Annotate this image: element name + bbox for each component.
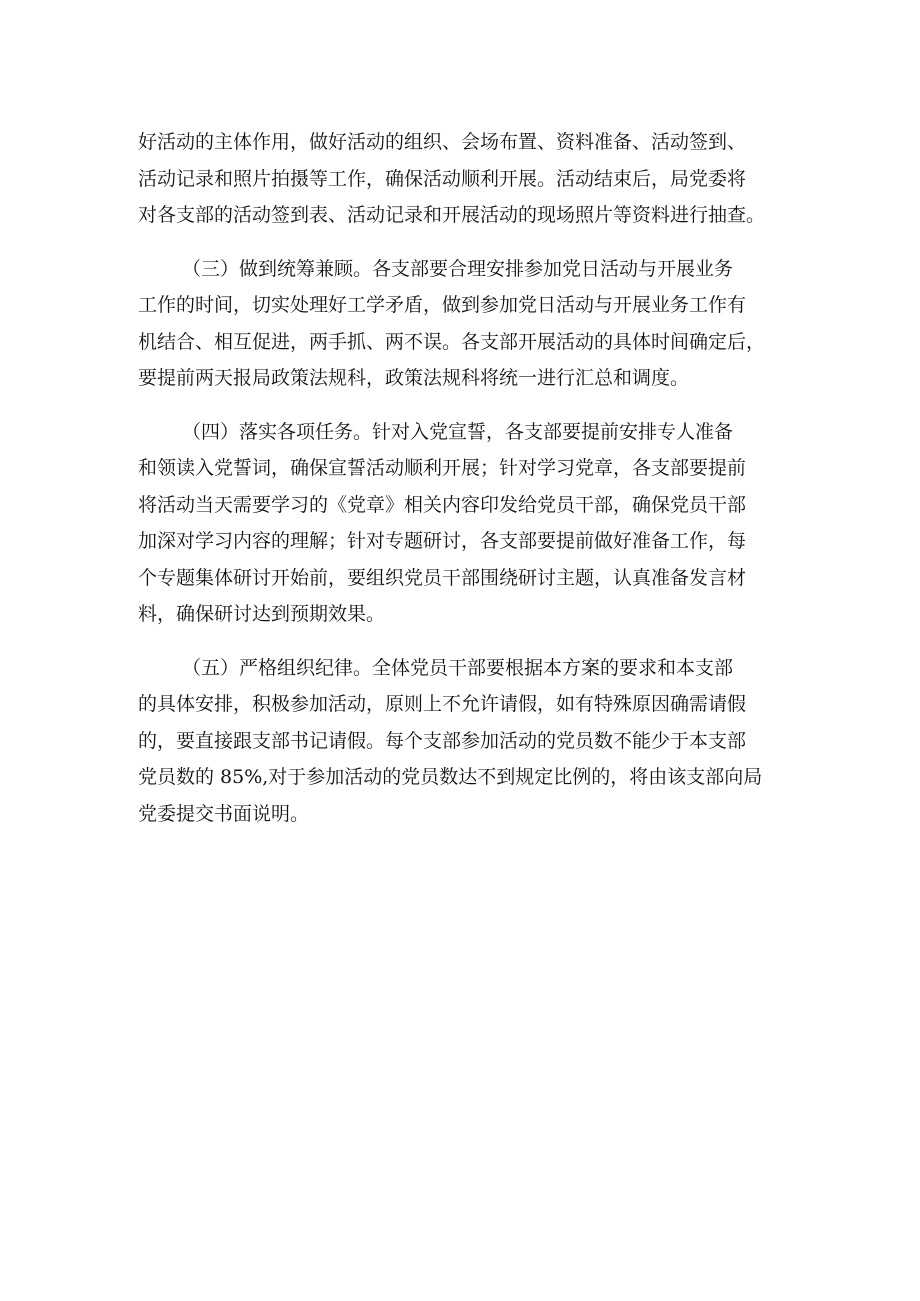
text-line: 要提前两天报局政策法规科，政策法规科将统一进行汇总和调度。 [138, 367, 690, 389]
paragraph-spacer [138, 397, 798, 414]
text-line: 党委提交书面说明。 [138, 802, 310, 825]
paragraph-section-3 [138, 251, 798, 397]
text-line: 料，确保研讨达到预期效果。 [138, 603, 386, 625]
text-line: （四）落实各项任务。针对入党宣誓，各支部要提前安排专人准备 [182, 420, 734, 443]
text-line: 对各支部的活动签到表、活动记录和开展活动的现场照片等资料进行抽查。 [138, 204, 766, 226]
text-line: 好活动的主体作用，做好活动的组织、会场布置、资料准备、活动签到、 [138, 131, 747, 153]
paragraph-spacer [138, 234, 798, 251]
document-body [138, 124, 798, 832]
text-line: 党员数的 85%,对于参加活动的党员数达不到规定比例的，将由该支部向局 [138, 766, 763, 788]
text-line: 活动记录和照片拍摄等工作，确保活动顺利开展。活动结束后，局党委将 [138, 167, 747, 190]
text-line: （三）做到统筹兼顾。各支部要合理安排参加党日活动与开展业务 [182, 257, 734, 280]
text-line: 的，要直接跟支部书记请假。每个支部参加活动的党员数不能少于本支部 [138, 729, 747, 752]
paragraph-section-5 [138, 650, 798, 833]
text-line: 加深对学习内容的理解；针对专题研讨，各支部要提前做好准备工作，每 [138, 530, 747, 552]
paragraph-section-4 [138, 414, 798, 633]
text-line: 和领读入党誓词，确保宣誓活动顺利开展；针对学习党章，各支部要提前 [138, 457, 747, 479]
paragraph-activity-organization [138, 124, 798, 234]
text-line: 工作的时间，切实处理好工学矛盾，做到参加党日活动与开展业务工作有 [138, 294, 747, 316]
paragraph-spacer [138, 633, 798, 650]
text-line: （五）严格组织纪律。全体党员干部要根据本方案的要求和本支部 [182, 656, 734, 679]
text-line: 机结合、相互促进，两手抓、两不误。各支部开展活动的具体时间确定后， [138, 330, 766, 353]
text-line: 将活动当天需要学习的《党章》相关内容印发给党员干部，确保党员干部 [138, 493, 747, 516]
text-line: 个专题集体研讨开始前，要组织党员干部围绕研讨主题，认真准备发言材 [138, 566, 747, 589]
text-line: 的具体安排，积极参加活动，原则上不允许请假，如有特殊原因确需请假 [138, 693, 747, 715]
